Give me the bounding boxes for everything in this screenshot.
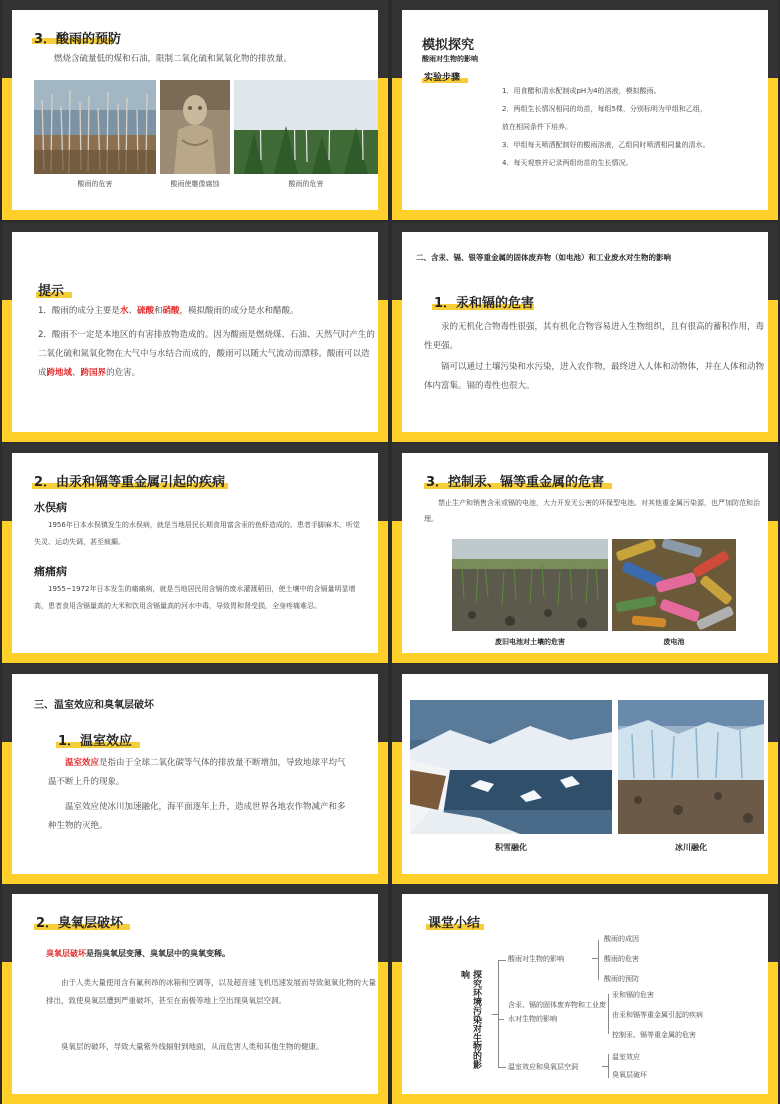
hint-2: 2．酸雨不一定是本地区的有害排放物造成的。因为酸雨是燃烧煤、石油、天然气时产生的二氧化硫和氮氧化物在大气中与水结合而成的，酸雨可以随大气流动而漂移。酸雨可以造成跨地域、跨国界的危害。 <box>38 330 375 378</box>
slide-card <box>12 453 378 653</box>
paragraph: 1956年日本水俣镇发生的水俣病，就是当地居民长期食用富含汞的鱼虾造成的。患者手脚麻木、听觉失灵、运动失调，甚至疯癫。 <box>34 521 360 546</box>
caption: 酸雨的危害 <box>77 180 113 188</box>
summary-branch: 酸雨对生物的影响 <box>508 955 564 963</box>
photo-snow-melting <box>410 700 612 834</box>
slide-title: 2．由汞和镉等重金属引起的疾病 <box>34 475 226 490</box>
step-item: 1．用食醋和清水配制成pH为4的溶液，模拟酸雨。 <box>502 87 661 95</box>
slide-title: 3．酸雨的预防 <box>34 32 122 47</box>
summary-root <box>458 970 482 1070</box>
summary-leaf: 温室效应 <box>612 1053 640 1061</box>
paragraph: 由于人类大量使用含有氟利昂的冰箱和空调等，以及超音速飞机迅速发展而导致氮氧化物的大量排出，致使臭氧层遭到严重破坏，甚至在南极等地上空出现臭氧层空洞。 <box>46 978 376 1005</box>
summary-leaf: 臭氧层破坏 <box>612 1071 647 1079</box>
photo-dead-forest <box>34 80 156 174</box>
slide-title: 模拟探究 <box>422 38 475 53</box>
summary-leaf: 酸雨的成因 <box>604 935 639 943</box>
summary-leaf: 由汞和镉等重金属引起的疾病 <box>612 1011 703 1019</box>
section-heading: 三、温室效应和臭氧层破坏 <box>34 700 154 711</box>
caption: 废电池 <box>663 638 685 646</box>
photo-corroded-statue <box>160 80 230 174</box>
slide-card <box>402 232 768 432</box>
slide-ozone-depletion <box>2 884 388 1104</box>
caption: 酸雨的危害 <box>288 180 324 188</box>
summary-leaf: 酸雨的危害 <box>604 955 639 963</box>
subheading: 痛痛病 <box>34 565 67 578</box>
slide-text: 燃烧含硫量低的煤和石油，限制二氧化硫和氮氧化物的排放量。 <box>54 54 293 64</box>
slide-glacier-melting <box>392 664 778 884</box>
slide-title: 提示 <box>38 284 65 299</box>
photo-soil-damage <box>452 539 608 631</box>
slide-title: 3．控制汞、镉等重金属的危害 <box>426 475 605 490</box>
root-line: 探究环境污染对 <box>471 970 481 1033</box>
step-item: 4．每天观察并记录两组幼苗的生长情况。 <box>502 159 633 167</box>
slide-summary <box>392 884 778 1104</box>
photo-damaged-forest <box>234 80 378 174</box>
step-item: 3．甲组每天喷洒配制好的酸雨溶液，乙组同时喷洒相同量的清水。 <box>502 141 710 149</box>
paragraph: 禁止生产和销售含汞或镉的电池，大力开发无公害的环保型电池。对其他重金属污染源，也严加防范和治理。 <box>424 499 760 523</box>
slide-title: 2．臭氧层破坏 <box>36 916 124 931</box>
root-line: 生物的影响 <box>459 970 481 1069</box>
slide-card <box>402 10 768 210</box>
paragraph: 镉可以通过土壤污染和水污染，进入农作物，最终进入人体和动物体，并在人体和动物体内富集。镉的毒性也很大。 <box>424 362 765 391</box>
slide-card <box>12 894 378 1094</box>
caption: 积雪融化 <box>495 843 527 852</box>
slide-diseases <box>2 443 388 663</box>
slide-card <box>12 10 378 210</box>
slide-subtitle: 酸雨对生物的影响 <box>422 55 478 63</box>
slide-simulation-experiment <box>392 0 778 220</box>
slide-card <box>402 894 768 1094</box>
slide-acid-rain-prevention <box>2 0 388 220</box>
slide-card <box>402 453 768 653</box>
slide-card <box>12 674 378 874</box>
caption: 酸雨使雕像腐蚀 <box>170 180 220 188</box>
caption: 废旧电池对土壤的危害 <box>495 638 565 646</box>
caption: 冰川融化 <box>675 843 707 852</box>
slide-title: 1．汞和镉的危害 <box>434 296 535 311</box>
photo-glacier <box>618 700 764 834</box>
slide-greenhouse-effect <box>2 664 388 884</box>
summary-leaf: 控制汞、镉等重金属的危害 <box>612 1031 696 1039</box>
slide-title: 1．温室效应 <box>58 734 133 749</box>
paragraph: 温室效应使冰川加速融化，海平面逐年上升，造成世界各地农作物减产和多种生物的灭绝。 <box>48 802 346 831</box>
summary-branch: 温室效应和臭氧层空洞 <box>508 1063 578 1071</box>
slide-card <box>402 674 768 874</box>
paragraph: 臭氧层破坏是指臭氧层变薄、臭氧层中的臭氧变稀。 <box>46 949 230 958</box>
steps-list <box>502 82 772 172</box>
section-heading: 二、含汞、镉、银等重金属的固体废弃物（如电池）和工业废水对生物的影响 <box>416 253 671 262</box>
paragraph: 臭氧层的破坏，导致大量紫外线辐射到地面，从而危害人类和其他生物的健康。 <box>61 1042 324 1051</box>
slide-hints <box>2 222 388 442</box>
slide-mercury-cadmium <box>392 222 778 442</box>
photo-waste-batteries <box>612 539 736 631</box>
steps-label: 实验步骤 <box>424 73 461 83</box>
summary-leaf: 汞和镉的危害 <box>612 991 654 999</box>
paragraph: 1955~1972年日本发生的痛痛病，就是当地居民用含镉的废水灌溉稻田，使土壤中的含镉量明显增高，患者食用含镉量高的大米和饮用含镉量高的河水中毒，导致胃和肾受损，全身疼痛难忍。 <box>34 585 356 610</box>
step-item: 2．两组生长情况相同的幼苗，每组5棵，分别标明为甲组和乙组， <box>502 105 707 113</box>
paragraph: 汞的无机化合物毒性很强，其有机化合物容易进入生物组织，且有很高的蓄积作用，毒性更强。 <box>424 322 765 351</box>
step-item: 放在相同条件下培养。 <box>502 123 572 131</box>
paragraph: 温室效应是指由于全球二氧化碳等气体的排放量不断增加，导致地球平均气温不断上升的现象。 <box>48 758 346 787</box>
summary-leaf: 酸雨的预防 <box>604 975 639 983</box>
summary-branch: 含汞、镉的固体废弃物和工业废水对生物的影响 <box>508 1001 606 1023</box>
slide-card <box>12 232 378 432</box>
hint-1: 1．酸雨的成分主要是水、硫酸和硝酸，模拟酸雨的成分是水和醋酸。 <box>38 306 299 316</box>
slide-control-heavy-metals <box>392 443 778 663</box>
slide-title: 课堂小结 <box>428 916 481 931</box>
subheading: 水俣病 <box>34 501 67 514</box>
